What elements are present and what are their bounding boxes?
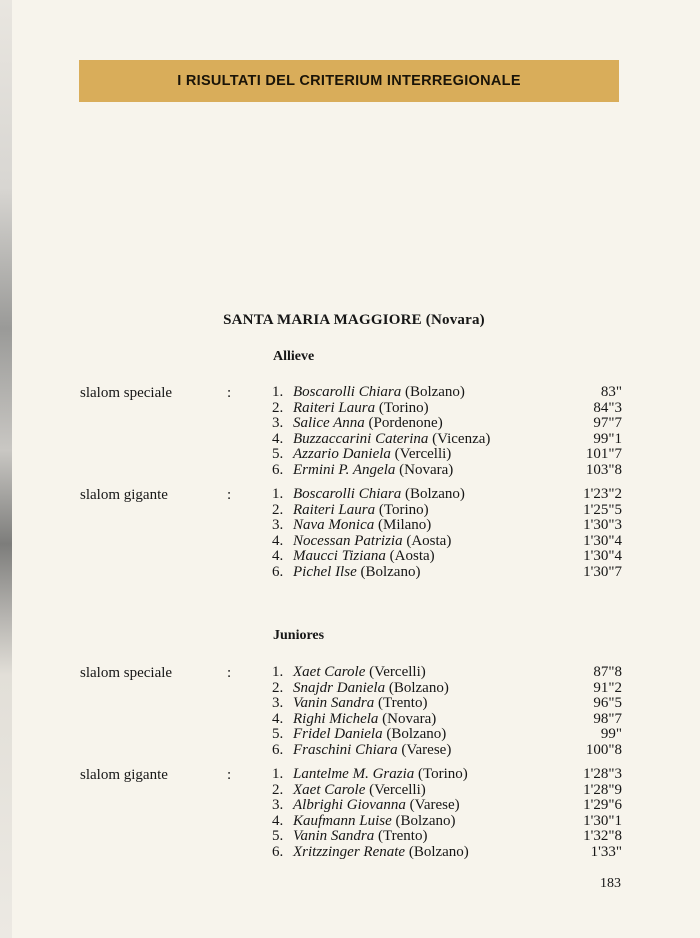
result-row (272, 565, 622, 581)
result-name (293, 814, 456, 830)
result-time: 99"1 (593, 430, 622, 447)
result-rank: 3. (272, 517, 284, 533)
athlete-name: Fraschini Chiara (293, 741, 398, 758)
athlete-name: Raiteri Laura (293, 399, 376, 416)
result-row (272, 727, 622, 743)
page-number: 183 (600, 876, 621, 891)
result-time: 103"8 (585, 461, 622, 478)
athlete-name: Maucci Tiziana (293, 548, 386, 564)
result-time: 1'30"1 (583, 812, 622, 829)
athlete-club: (Bolzano) (388, 679, 449, 696)
result-row (272, 783, 622, 799)
result-rank: 3. (272, 797, 284, 813)
result-name (293, 798, 460, 814)
athlete-club: (Vercelli) (369, 781, 426, 798)
result-time: 98"7 (593, 710, 622, 727)
result-rank: 2. (272, 679, 284, 696)
result-time: 84"3 (593, 399, 622, 416)
result-row (272, 767, 622, 783)
result-row (272, 798, 622, 814)
result-name (293, 534, 451, 550)
result-name (293, 549, 435, 565)
result-row (272, 549, 622, 565)
athlete-name: Snajdr Daniela (293, 679, 386, 696)
athlete-name: Lantelme M. Grazia (293, 766, 415, 782)
athlete-club: (Novara) (382, 710, 437, 727)
result-row (272, 534, 622, 550)
result-time: 100"8 (585, 741, 622, 758)
result-name (293, 727, 446, 743)
result-row (272, 416, 622, 432)
athlete-club: (Aosta) (406, 532, 452, 549)
location-heading: SANTA MARIA MAGGIORE (Novara) (223, 312, 485, 328)
result-row (272, 845, 622, 861)
result-rank: 4. (272, 532, 284, 549)
result-rank: 2. (272, 399, 284, 416)
athlete-name: Xaet Carole (293, 664, 366, 680)
result-rank: 1. (272, 664, 284, 680)
athlete-name: Ermini P. Angela (293, 461, 396, 478)
event-colon: : (227, 767, 232, 783)
athlete-name: Albrighi Giovanna (293, 797, 406, 813)
result-rank: 4. (272, 548, 284, 564)
result-rank: 2. (272, 501, 284, 518)
result-row (272, 385, 622, 401)
result-name (293, 416, 443, 432)
result-row (272, 503, 622, 519)
result-rank: 5. (272, 726, 284, 742)
athlete-name: Buzzaccarini Caterina (293, 430, 429, 447)
athlete-club: (Milano) (377, 517, 432, 533)
athlete-name: Fridel Daniela (293, 726, 383, 742)
result-row (272, 829, 622, 845)
athlete-name: Salice Anna (293, 415, 365, 431)
result-time: 1'30"3 (583, 517, 622, 533)
athlete-name: Xritzzinger Renate (293, 843, 406, 860)
athlete-club: (Aosta) (389, 548, 435, 564)
result-row (272, 401, 622, 417)
results-list (272, 767, 622, 860)
athlete-name: Nocessan Patrizia (293, 532, 403, 549)
athlete-name: Kaufmann Luise (293, 812, 392, 829)
athlete-club: (Trento) (378, 828, 428, 844)
athlete-club: (Bolzano) (404, 384, 465, 400)
result-name (293, 463, 453, 479)
result-time: 1'32"8 (583, 828, 622, 844)
result-time: 1'28"3 (583, 766, 622, 782)
category-heading-allieve: Allieve (273, 349, 315, 364)
result-rank: 1. (272, 384, 284, 400)
athlete-club: (Vercelli) (369, 664, 426, 680)
athlete-club: (Bolzano) (408, 843, 469, 860)
result-name (293, 565, 420, 581)
result-row (272, 447, 622, 463)
athlete-name: Raiteri Laura (293, 501, 376, 518)
result-row (272, 432, 622, 448)
result-time: 87"8 (593, 664, 622, 680)
athlete-club: (Varese) (409, 797, 460, 813)
result-rank: 5. (272, 446, 284, 462)
result-time: 91"2 (593, 679, 622, 696)
result-name (293, 487, 465, 503)
result-name (293, 783, 426, 799)
result-name (293, 845, 469, 861)
category-heading-juniores: Juniores (273, 628, 325, 643)
athlete-club: (Trento) (378, 695, 428, 711)
result-name (293, 447, 451, 463)
result-name (293, 712, 436, 728)
result-row (272, 681, 622, 697)
athlete-name: Azzario Daniela (293, 446, 391, 462)
result-time: 1'25"5 (583, 501, 622, 518)
athlete-club: (Bolzano) (395, 812, 456, 829)
result-name (293, 665, 426, 681)
event-colon: : (227, 385, 232, 401)
athlete-name: Boscarolli Chiara (293, 486, 402, 502)
result-name (293, 829, 427, 845)
page-edge-photo-strip (0, 0, 12, 938)
result-time: 1'29"6 (583, 797, 622, 813)
result-time: 97"7 (593, 415, 622, 431)
result-name (293, 681, 449, 697)
event-colon: : (227, 665, 232, 681)
result-name (293, 767, 468, 783)
athlete-club: (Torino) (378, 501, 429, 518)
athlete-club: (Novara) (399, 461, 454, 478)
result-rank: 3. (272, 695, 284, 711)
result-time: 96"5 (593, 695, 622, 711)
event-label: slalom speciale (80, 665, 173, 681)
result-time: 1'30"4 (583, 548, 622, 564)
result-row (272, 518, 622, 534)
results-list (272, 487, 622, 580)
result-time: 1'30"7 (583, 563, 622, 580)
athlete-club: (Vercelli) (394, 446, 452, 462)
result-time: 1'23"2 (583, 486, 622, 502)
athlete-club: (Varese) (401, 741, 452, 758)
result-rank: 4. (272, 430, 284, 447)
title-banner (79, 60, 619, 102)
result-name (293, 503, 429, 519)
result-row (272, 487, 622, 503)
result-time: 1'28"9 (583, 781, 622, 798)
result-name (293, 385, 465, 401)
result-name (293, 696, 427, 712)
athlete-name: Vanin Sandra (293, 695, 375, 711)
result-row (272, 696, 622, 712)
athlete-name: Boscarolli Chiara (293, 384, 402, 400)
event-label: slalom speciale (80, 385, 173, 401)
athlete-name: Vanin Sandra (293, 828, 375, 844)
result-time: 1'30"4 (583, 532, 622, 549)
athlete-club: (Bolzano) (404, 486, 465, 502)
result-time: 1'33" (590, 843, 622, 860)
result-rank: 6. (272, 461, 284, 478)
result-name (293, 401, 429, 417)
result-rank: 5. (272, 828, 284, 844)
result-time: 83" (600, 384, 622, 400)
event-label: slalom gigante (80, 487, 168, 503)
athlete-club: (Vicenza) (432, 430, 491, 447)
result-rank: 2. (272, 781, 284, 798)
result-rank: 6. (272, 741, 284, 758)
athlete-name: Pichel Ilse (293, 563, 357, 580)
event-colon: : (227, 487, 232, 503)
result-row (272, 712, 622, 728)
athlete-name: Xaet Carole (293, 781, 366, 798)
athlete-club: (Bolzano) (360, 563, 421, 580)
result-rank: 1. (272, 766, 284, 782)
athlete-name: Righi Michela (293, 710, 379, 727)
result-row (272, 743, 622, 759)
result-time: 99" (600, 726, 622, 742)
athlete-club: (Pordenone) (368, 415, 443, 431)
result-rank: 4. (272, 710, 284, 727)
results-list (272, 665, 622, 758)
result-rank: 4. (272, 812, 284, 829)
athlete-club: (Bolzano) (386, 726, 447, 742)
result-name (293, 432, 490, 448)
result-name (293, 518, 431, 534)
result-time: 101"7 (585, 446, 622, 462)
result-row (272, 463, 622, 479)
result-rank: 3. (272, 415, 284, 431)
page-title: I RISULTATI DEL CRITERIUM INTERREGIONALE (177, 73, 521, 89)
result-row (272, 665, 622, 681)
athlete-club: (Torino) (378, 399, 429, 416)
result-row (272, 814, 622, 830)
athlete-club: (Torino) (418, 766, 468, 782)
result-rank: 1. (272, 486, 284, 502)
result-name (293, 743, 451, 759)
result-rank: 6. (272, 563, 284, 580)
event-label: slalom gigante (80, 767, 168, 783)
athlete-name: Nava Monica (293, 517, 375, 533)
result-rank: 6. (272, 843, 284, 860)
results-list (272, 385, 622, 478)
